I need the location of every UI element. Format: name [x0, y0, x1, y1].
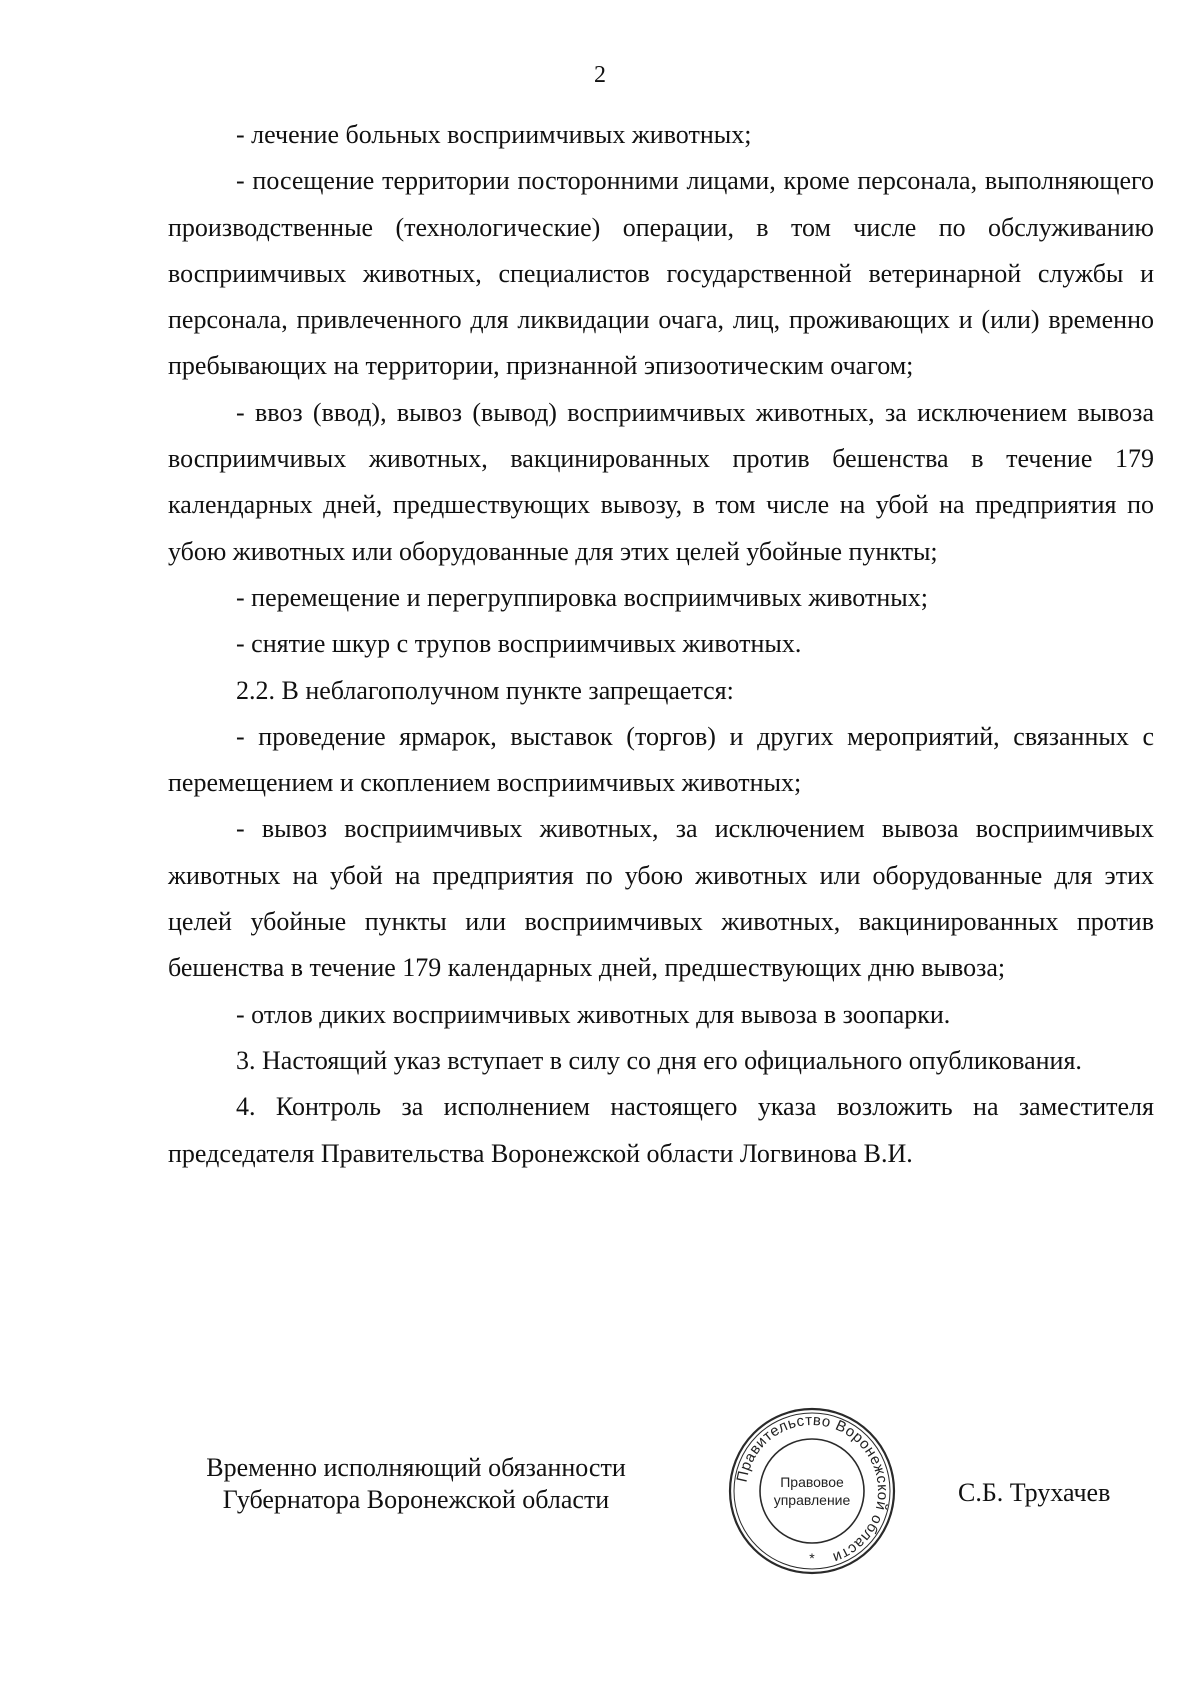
paragraph-1: - лечение больных восприимчивых животных;	[236, 120, 752, 149]
stamp-seal-icon	[726, 1405, 898, 1577]
paragraph-4: - перемещение и перегруппировка восприимчивых животных;	[236, 582, 928, 612]
signatory-title-line-1: Временно исполняющий обязанности	[206, 1453, 626, 1482]
paragraph-9: - отлов диких восприимчивых животных для вывоза в зоопарки.	[236, 999, 951, 1029]
svg-text:*: *	[809, 1550, 815, 1566]
paragraph-10: 3. Настоящий указ вступает в силу со дня его официального опубликования.	[236, 1045, 1082, 1075]
paragraph-2: - посещение территории посторонними лицами, кроме персонала, выполняющего производственные (технологические) операции, в том числе по обслуживанию восприимчивых животных, специалистов государственной ветеринарной службы и персонала, привлеченного для ликвидации очага, лиц, проживающих и (или) временно пребывающих на территории, признанной эпизоотическим очагом;	[168, 166, 1154, 381]
official-stamp	[726, 1405, 898, 1577]
document-body	[168, 112, 1154, 1177]
paragraph-3: - ввоз (ввод), вывоз (вывод) восприимчивых животных, за исключением вывоза восприимчивых животных, вакцинированных против бешенства в течение 179 календарных дней, предшествующих вывозу, в том числе на убой на предприятия по убою животных или оборудованные для этих целей убойные пункты;	[168, 397, 1154, 566]
paragraph-5: - снятие шкур с трупов восприимчивых животных.	[236, 629, 802, 659]
paragraph-11: 4. Контроль за исполнением настоящего указа возложить на заместителя председателя Правительства Воронежской области Логвинова В.И.	[168, 1092, 1154, 1168]
signatory-name: С.Б. Трухачев	[958, 1478, 1111, 1507]
svg-text:управление: управление	[773, 1492, 851, 1508]
svg-text:Правительство Воронежской обла: Правительство Воронежской области	[733, 1411, 892, 1567]
paragraph-7: - проведение ярмарок, выставок (торгов) и других мероприятий, связанных с перемещением и скоплением восприимчивых животных;	[168, 721, 1154, 798]
paragraph-8: - вывоз восприимчивых животных, за исключением вывоза восприимчивых животных на убой на предприятия по убою животных или оборудованные для этих целей убойные пункты или восприимчивых животных, вакцинированных против бешенства в течение 179 календарных дней, предшествующих дню вывоза;	[168, 814, 1154, 983]
page-number: 2	[594, 62, 606, 88]
signatory-title-line-2: Губернатора Воронежской области	[222, 1485, 610, 1514]
paragraph-6: 2.2. В неблагополучном пункте запрещается:	[236, 675, 734, 705]
signatory-title	[186, 1452, 646, 1516]
svg-text:Правовое: Правовое	[780, 1474, 844, 1490]
